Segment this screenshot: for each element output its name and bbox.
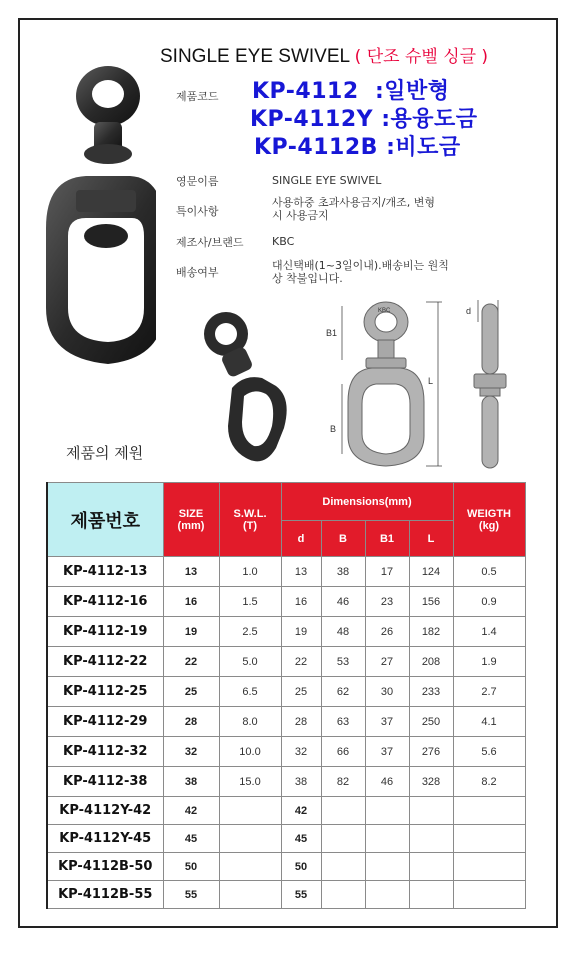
cell-d: 22 — [281, 647, 321, 677]
cell-b1: 23 — [365, 587, 409, 617]
table-row — [47, 737, 525, 767]
table-row — [47, 797, 525, 825]
cell-swl: 5.0 — [219, 647, 281, 677]
cell-d: 38 — [281, 767, 321, 797]
cell-swl — [219, 881, 281, 909]
cell-swl: 8.0 — [219, 707, 281, 737]
cell-size: 16 — [163, 587, 219, 617]
cell-b — [321, 881, 365, 909]
cell-swl: 6.5 — [219, 677, 281, 707]
info-label-english-name: 영문이름 — [176, 175, 219, 188]
cell-size: 50 — [163, 853, 219, 881]
dimension-diagram-side — [460, 294, 520, 472]
cell-w — [453, 853, 525, 881]
cell-b1: 46 — [365, 767, 409, 797]
page-title — [160, 42, 488, 68]
cell-b: 53 — [321, 647, 365, 677]
cell-swl: 10.0 — [219, 737, 281, 767]
cell-swl — [219, 853, 281, 881]
cell-d: 19 — [281, 617, 321, 647]
cell-swl: 15.0 — [219, 767, 281, 797]
cell-pn: KP-4112-38 — [47, 767, 163, 797]
cell-size: 42 — [163, 797, 219, 825]
cell-b: 38 — [321, 557, 365, 587]
cell-b1: 30 — [365, 677, 409, 707]
cell-pn: KP-4112-22 — [47, 647, 163, 677]
cell-d: 50 — [281, 853, 321, 881]
table-row — [47, 825, 525, 853]
diagram-brand-label: KBC — [378, 308, 391, 314]
cell-w: 2.7 — [453, 677, 525, 707]
header-l: L — [409, 521, 453, 557]
cell-b: 46 — [321, 587, 365, 617]
cell-b1: 37 — [365, 737, 409, 767]
cell-b — [321, 825, 365, 853]
dim-label-b: B — [330, 424, 337, 434]
cell-swl — [219, 797, 281, 825]
cell-b1 — [365, 881, 409, 909]
cell-d: 13 — [281, 557, 321, 587]
table-row — [47, 557, 525, 587]
product-code-3: KP-4112B :비도금 — [254, 135, 461, 160]
cell-b1 — [365, 853, 409, 881]
cell-l: 208 — [409, 647, 453, 677]
cell-size: 28 — [163, 707, 219, 737]
cell-size: 13 — [163, 557, 219, 587]
cell-w — [453, 881, 525, 909]
info-value-english-name: SINGLE EYE SWIVEL — [272, 174, 382, 187]
cell-b — [321, 853, 365, 881]
cell-size: 38 — [163, 767, 219, 797]
table-row — [47, 617, 525, 647]
cell-b — [321, 797, 365, 825]
cell-w: 8.2 — [453, 767, 525, 797]
cell-d: 42 — [281, 797, 321, 825]
cell-b: 66 — [321, 737, 365, 767]
cell-w: 0.9 — [453, 587, 525, 617]
cell-w: 5.6 — [453, 737, 525, 767]
cell-swl — [219, 825, 281, 853]
product-code-label: 제품코드 — [176, 90, 219, 103]
dimensions-title: 제품의 제원 — [66, 444, 144, 462]
cell-pn: KP-4112-25 — [47, 677, 163, 707]
cell-d: 55 — [281, 881, 321, 909]
table-row — [47, 853, 525, 881]
header-swl: S.W.L. (T) — [219, 483, 281, 557]
table-row — [47, 587, 525, 617]
dim-label-b1: B1 — [326, 328, 338, 338]
cell-b: 62 — [321, 677, 365, 707]
cell-w: 4.1 — [453, 707, 525, 737]
cell-l — [409, 797, 453, 825]
cell-l: 328 — [409, 767, 453, 797]
cell-w — [453, 797, 525, 825]
title-kr: ( 단조 슈벨 싱글 ) — [354, 47, 489, 67]
table-row — [47, 767, 525, 797]
cell-pn: KP-4112Y-45 — [47, 825, 163, 853]
info-value-notes: 사용하중 초과사용금지/개조, 변형 시 사용금지 — [272, 196, 435, 222]
cell-pn: KP-4112-29 — [47, 707, 163, 737]
info-label-brand: 제조사/브랜드 — [176, 236, 244, 249]
table-row — [47, 707, 525, 737]
cell-d: 45 — [281, 825, 321, 853]
header-dimensions: Dimensions(mm) — [281, 483, 453, 521]
cell-b1: 37 — [365, 707, 409, 737]
cell-b1: 26 — [365, 617, 409, 647]
cell-swl: 2.5 — [219, 617, 281, 647]
cell-pn: KP-4112-32 — [47, 737, 163, 767]
table-row — [47, 677, 525, 707]
info-value-brand: KBC — [272, 235, 295, 248]
info-value-delivery: 대신택배(1~3일이내).배송비는 원칙 상 착불입니다. — [272, 259, 449, 285]
cell-size: 22 — [163, 647, 219, 677]
cell-size: 55 — [163, 881, 219, 909]
header-product-number: 제품번호 — [47, 483, 163, 557]
cell-swl: 1.0 — [219, 557, 281, 587]
cell-pn: KP-4112-16 — [47, 587, 163, 617]
title-en: SINGLE EYE SWIVEL — [160, 46, 350, 67]
dim-label-l: L — [428, 376, 434, 386]
info-label-notes: 특이사항 — [176, 205, 219, 218]
cell-l: 156 — [409, 587, 453, 617]
cell-size: 45 — [163, 825, 219, 853]
cell-d: 32 — [281, 737, 321, 767]
cell-w: 1.4 — [453, 617, 525, 647]
cell-size: 32 — [163, 737, 219, 767]
table-row — [47, 647, 525, 677]
cell-pn: KP-4112Y-42 — [47, 797, 163, 825]
swivel-small-image — [192, 308, 292, 468]
dim-label-d: d — [466, 306, 472, 316]
cell-pn: KP-4112-13 — [47, 557, 163, 587]
cell-l: 124 — [409, 557, 453, 587]
cell-b1 — [365, 825, 409, 853]
cell-w — [453, 825, 525, 853]
cell-b1: 27 — [365, 647, 409, 677]
cell-l — [409, 881, 453, 909]
info-label-delivery: 배송여부 — [176, 266, 219, 279]
cell-size: 19 — [163, 617, 219, 647]
cell-l: 233 — [409, 677, 453, 707]
cell-b1 — [365, 797, 409, 825]
cell-l: 182 — [409, 617, 453, 647]
spec-table — [46, 482, 526, 909]
dimension-diagram-front — [322, 298, 446, 470]
cell-pn: KP-4112B-50 — [47, 853, 163, 881]
cell-l: 276 — [409, 737, 453, 767]
cell-b: 48 — [321, 617, 365, 647]
header-d: d — [281, 521, 321, 557]
header-weight: WEIGTH (kg) — [453, 483, 525, 557]
product-code-1: KP-4112 :일반형 — [252, 79, 450, 104]
cell-size: 25 — [163, 677, 219, 707]
cell-l — [409, 853, 453, 881]
cell-w: 0.5 — [453, 557, 525, 587]
cell-swl: 1.5 — [219, 587, 281, 617]
cell-pn: KP-4112B-55 — [47, 881, 163, 909]
cell-w: 1.9 — [453, 647, 525, 677]
cell-b: 63 — [321, 707, 365, 737]
cell-d: 25 — [281, 677, 321, 707]
table-row — [47, 881, 525, 909]
cell-l: 250 — [409, 707, 453, 737]
cell-pn: KP-4112-19 — [47, 617, 163, 647]
header-b: B — [321, 521, 365, 557]
cell-d: 16 — [281, 587, 321, 617]
cell-b: 82 — [321, 767, 365, 797]
cell-d: 28 — [281, 707, 321, 737]
header-size: SIZE (mm) — [163, 483, 219, 557]
cell-l — [409, 825, 453, 853]
header-b1: B1 — [365, 521, 409, 557]
cell-b1: 17 — [365, 557, 409, 587]
product-code-2: KP-4112Y :용융도금 — [250, 107, 478, 132]
swivel-large-image — [36, 58, 156, 378]
